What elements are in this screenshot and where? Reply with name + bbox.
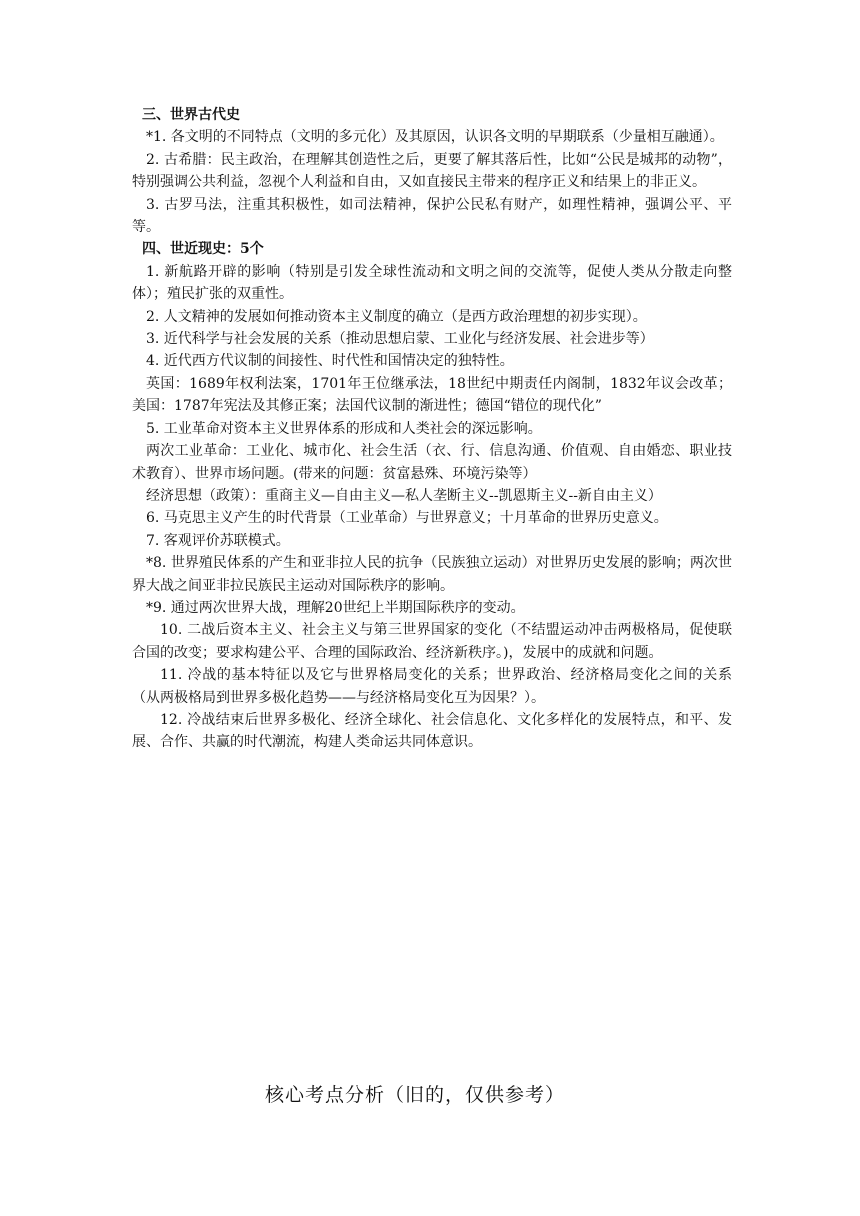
paragraph: 6. 马克思主义产生的时代背景（工业革命）与世界意义；十月革命的世界历史意义。 — [146, 510, 668, 527]
paragraph: 11. 冷战的基本特征以及它与世界格局变化的关系；世界政治、经济格局变化之间的关系（从两极格局到世界多极化趋势——与经济格局变化互为因果？）。 — [132, 667, 732, 706]
paragraph: 12. 冷战结束后世界多极化、经济全球化、社会信息化、文化多样化的发展特点，和平、发展、合作、共赢的时代潮流，构建人类命运共同体意识。 — [132, 711, 732, 751]
paragraph: 2. 人文精神的发展如何推动资本主义制度的确立（是西方政治理想的初步实现）。 — [146, 308, 647, 325]
paragraph: 7. 客观评价苏联模式。 — [146, 532, 290, 549]
paragraph: *8. 世界殖民体系的产生和亚非拉人民的抗争（民族独立运动）对世界历史发展的影响；两次世界大战之间亚非拉民族民主运动对国际秩序的影响。 — [132, 555, 732, 594]
paragraph: 1. 新航路开辟的影响（特别是引发全球性流动和文明之间的交流等，促使人类从分散走向整体）；殖民扩张的双重性。 — [132, 263, 732, 303]
footer-title: 核心考点分析（旧的，仅供参考） — [264, 1084, 565, 1106]
paragraph: 两次工业革命：工业化、城市化、社会生活（衣、行、信息沟通、价值观、自由婚恋、职业技术教育）、世界市场问题。(带来的问题：贫富悬殊、环境污染等） — [132, 443, 732, 482]
paragraph: 经济思想（政策）：重商主义—自由主义—私人垄断主义--凯恩斯主义--新自由主义） — [146, 487, 662, 504]
paragraph: *1. 各文明的不同特点（文明的多元化）及其原因，认识各文明的早期联系（少量相互融通）。 — [146, 129, 724, 146]
section-heading-modern-world: 四、世近现史：5个 — [142, 241, 264, 258]
paragraph: *9. 通过两次世界大战，理解20世纪上半期国际秩序的变动。 — [146, 599, 525, 616]
paragraph: 4. 近代西方代议制的间接性、时代性和国情决定的独特性。 — [146, 353, 514, 370]
document-body — [132, 104, 732, 754]
paragraph: 英国：1689年权利法案，1701年王位继承法，18世纪中期责任内阁制，1832年议会改革；美国：1787年宪法及其修正案；法国代议制的渐进性；德国“错位的现代化” — [132, 375, 732, 415]
section-heading-ancient-world: 三、世界古代史 — [142, 107, 240, 123]
paragraph: 3. 近代科学与社会发展的关系（推动思想启蒙、工业化与经济发展、社会进步等） — [146, 331, 654, 348]
paragraph: 2. 古希腊：民主政治，在理解其创造性之后，更要了解其落后性，比如“公民是城邦的动物”，特别强调公共利益，忽视个人利益和自由，又如直接民主带来的程序正义和结果上的非正义。 — [132, 151, 732, 191]
paragraph: 10. 二战后资本主义、社会主义与第三世界国家的变化（不结盟运动冲击两极格局，促使联合国的改变；要求构建公平、合理的国际政治、经济新秩序。)，发展中的成就和问题。 — [132, 622, 732, 661]
paragraph: 5. 工业革命对资本主义世界体系的形成和人类社会的深远影响。 — [146, 420, 542, 437]
paragraph: 3. 古罗马法，注重其积极性，如司法精神，保护公民私有财产，如理性精神，强调公平、平等。 — [132, 196, 732, 236]
